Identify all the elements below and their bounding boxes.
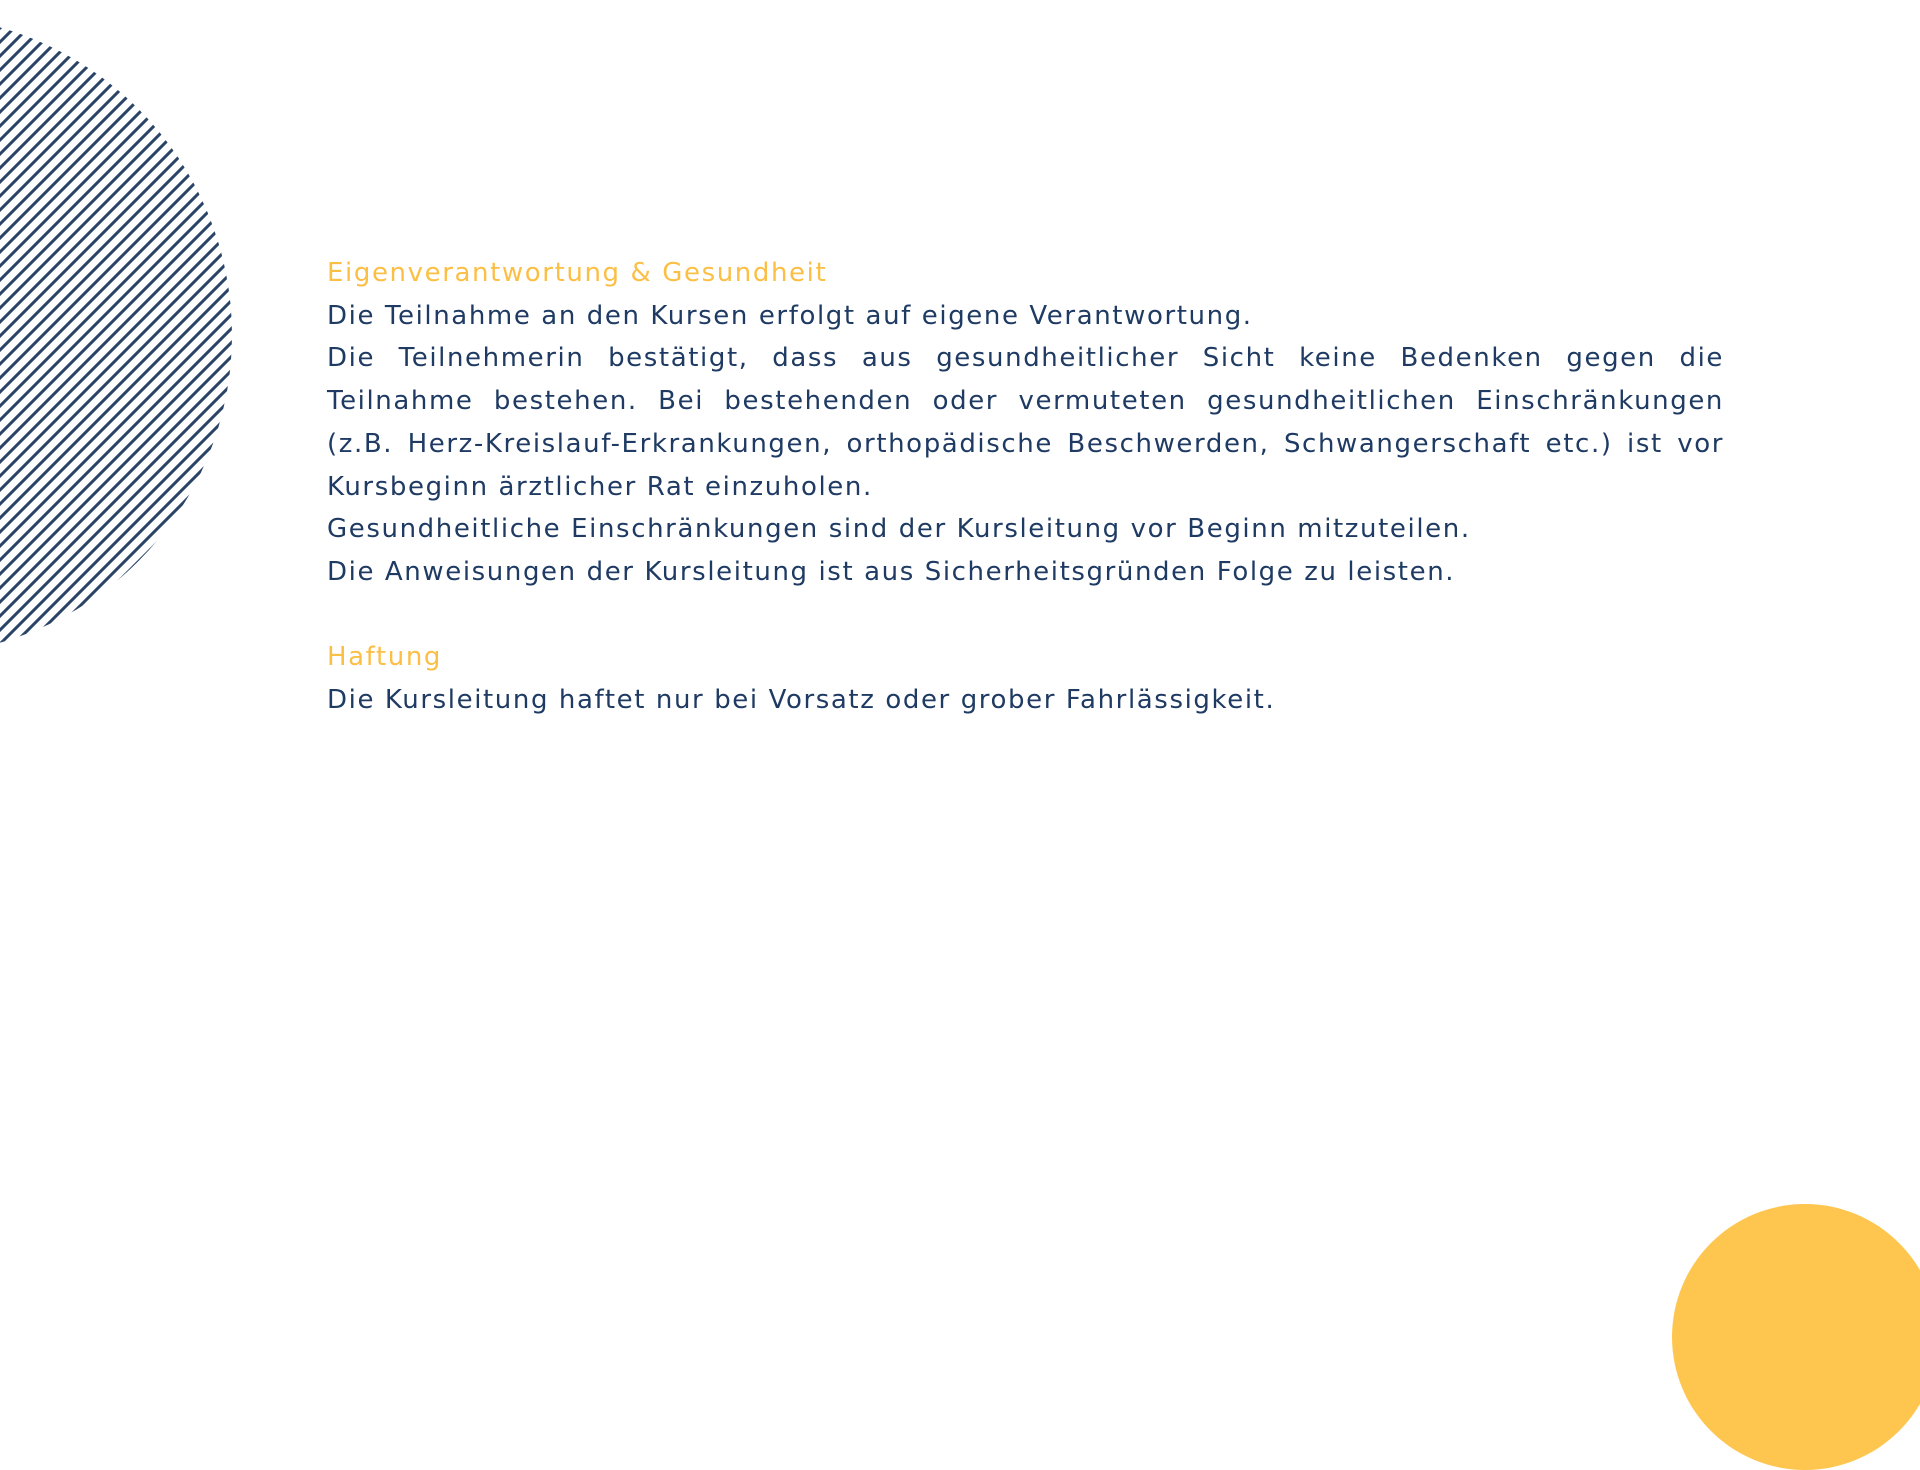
section-haftung: [327, 636, 1724, 721]
striped-semicircle-decoration: [0, 0, 240, 650]
section-paragraph: Die Teilnehmerin bestätigt, dass aus gesundheitlicher Sicht keine Bedenken gegen die Teilnahme bestehen. Bei bestehenden oder vermuteten gesundheitlichen Einschränkungen (z.B. Herz-Kreislauf-Erkrankungen, orthopädische Beschwerden, Schwangerschaft etc.) ist vor Kursbeginn ärztlicher Rat einzuholen.: [327, 343, 1724, 502]
stripe-line: [0, 0, 240, 442]
stripe-line: [0, 0, 240, 78]
stripe-line: [0, 244, 240, 650]
stripe-line: [0, 0, 240, 134]
yellow-circle-decoration: [1672, 1204, 1920, 1470]
stripe-line: [0, 0, 240, 50]
stripe-line: [0, 412, 240, 650]
stripe-line: [0, 0, 240, 526]
stripe-line: [0, 48, 240, 650]
section-paragraph: Die Teilnahme an den Kursen erfolgt auf eigene Verantwortung.: [327, 300, 1253, 331]
section-title: Haftung: [327, 642, 443, 673]
stripe-line: [0, 20, 240, 650]
section-paragraph: Gesundheitliche Einschränkungen sind der Kursleitung vor Beginn mitzuteilen.: [327, 514, 1471, 545]
stripe-line: [0, 0, 240, 358]
section-eigenverantwortung: [327, 252, 1724, 594]
stripe-line: [0, 160, 240, 650]
stripe-line: [0, 440, 240, 650]
stripe-line: [0, 0, 240, 162]
stripe-line: [0, 0, 240, 64]
section-paragraph: Die Kursleitung haftet nur bei Vorsatz oder grober Fahrlässigkeit.: [327, 685, 1276, 716]
stripe-line: [0, 132, 240, 650]
stripe-line: [0, 0, 240, 246]
stripe-line: [0, 216, 240, 650]
stripe-line: [0, 496, 240, 650]
stripe-line: [0, 0, 240, 218]
stripe-line: [0, 328, 240, 650]
section-title: Eigenverantwortung & Gesundheit: [327, 258, 828, 288]
stripe-line: [0, 0, 240, 36]
stripe-line: [0, 0, 240, 22]
stripe-line: [0, 0, 240, 8]
section-paragraph: Die Anweisungen der Kursleitung ist aus Sicherheitsgründen Folge zu leisten.: [327, 556, 1456, 587]
stripe-line: [0, 300, 240, 650]
stripe-line: [0, 0, 240, 274]
stripe-line: [0, 0, 240, 638]
stripe-line: [0, 0, 240, 554]
section-spacer: [327, 594, 1724, 637]
terms-document: [327, 252, 1724, 722]
